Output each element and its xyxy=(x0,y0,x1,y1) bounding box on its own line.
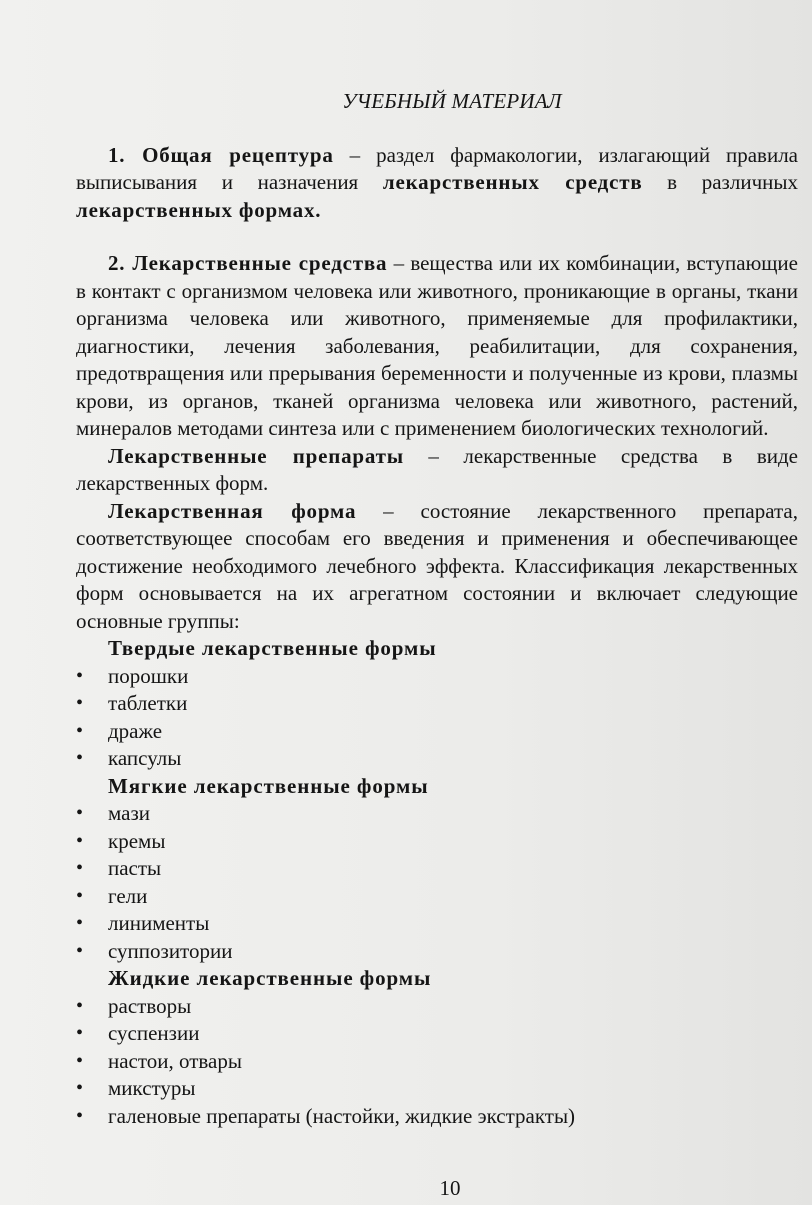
list-item: • микстуры xyxy=(76,1075,798,1103)
list-item: • капсулы xyxy=(76,745,798,773)
paragraph-medicines xyxy=(76,250,798,443)
group-title-soft: Мягкие лекарственные формы xyxy=(108,773,429,798)
list-item: • драже xyxy=(76,718,798,746)
list-item: • настои, отвары xyxy=(76,1048,798,1076)
list-solid-forms xyxy=(76,663,798,773)
section1-bold2: лекарственных формах. xyxy=(76,197,322,222)
section1-text1: – раздел фармакологии, излагающий правила выписывания и назначения xyxy=(76,142,799,194)
group-title-liquid: Жидкие лекарственные формы xyxy=(108,966,432,990)
list-item: • кремы xyxy=(76,828,798,856)
list-item: • мази xyxy=(76,800,798,828)
list-item: • гели xyxy=(76,883,798,911)
section2-heading: 2. Лекарственные средства xyxy=(108,251,388,275)
page-number: 10 xyxy=(439,1176,461,1200)
list-item: • таблетки xyxy=(76,690,798,718)
group-title-solid: Твердые лекарственные формы xyxy=(108,636,437,660)
list-item: • линименты xyxy=(76,910,798,938)
section1-bold1: лекарственных средств xyxy=(382,170,643,194)
list-item: • порошки xyxy=(76,663,798,691)
preparations-term: Лекарственные препараты xyxy=(108,443,404,468)
dosage-form-text: – состояние лекарственного препарата, соответствующее способам его введения и применения и обеспечивающее достижение необходимого лечебного эффекта. Классификация лекарственных форм основывается на их агрегатном состоянии и включает следующие основные группы: xyxy=(76,498,798,633)
list-item: • пасты xyxy=(76,855,798,883)
paragraph-general-prescription xyxy=(76,142,798,225)
list-item: • суспензии xyxy=(76,1020,798,1048)
page-content xyxy=(76,88,798,1130)
section2-text: – вещества или их комбинации, вступающие в контакт с организмом человека или животного, проникающие в органы, ткани организма человека или животного, применяемые для профилактики, диагностики, лечения заболевания, реабилитации, для сохранения, предотвращения или прерывания беременности и полученные из крови, плазмы крови, из органов, тканей организма человека или животного, растений, минералов методами синтеза или с применением биологических технологий. xyxy=(76,251,798,440)
list-item: • растворы xyxy=(76,993,798,1021)
paragraph-preparations xyxy=(76,443,798,498)
section1-text2: в различных xyxy=(642,170,798,194)
section1-heading: 1. Общая рецептура xyxy=(108,142,334,167)
list-item: • галеновые препараты (настойки, жидкие экстракты) xyxy=(76,1103,798,1131)
page-title: УЧЕБНЫЙ МАТЕРИАЛ xyxy=(342,89,562,113)
list-soft-forms xyxy=(76,800,798,965)
preparations-text: – лекарственные средства в виде лекарственных форм. xyxy=(76,443,798,495)
paragraph-dosage-form xyxy=(76,498,798,636)
list-liquid-forms xyxy=(76,993,798,1131)
list-item: • суппозитории xyxy=(76,938,798,966)
dosage-form-term: Лекарственная форма xyxy=(108,498,357,523)
